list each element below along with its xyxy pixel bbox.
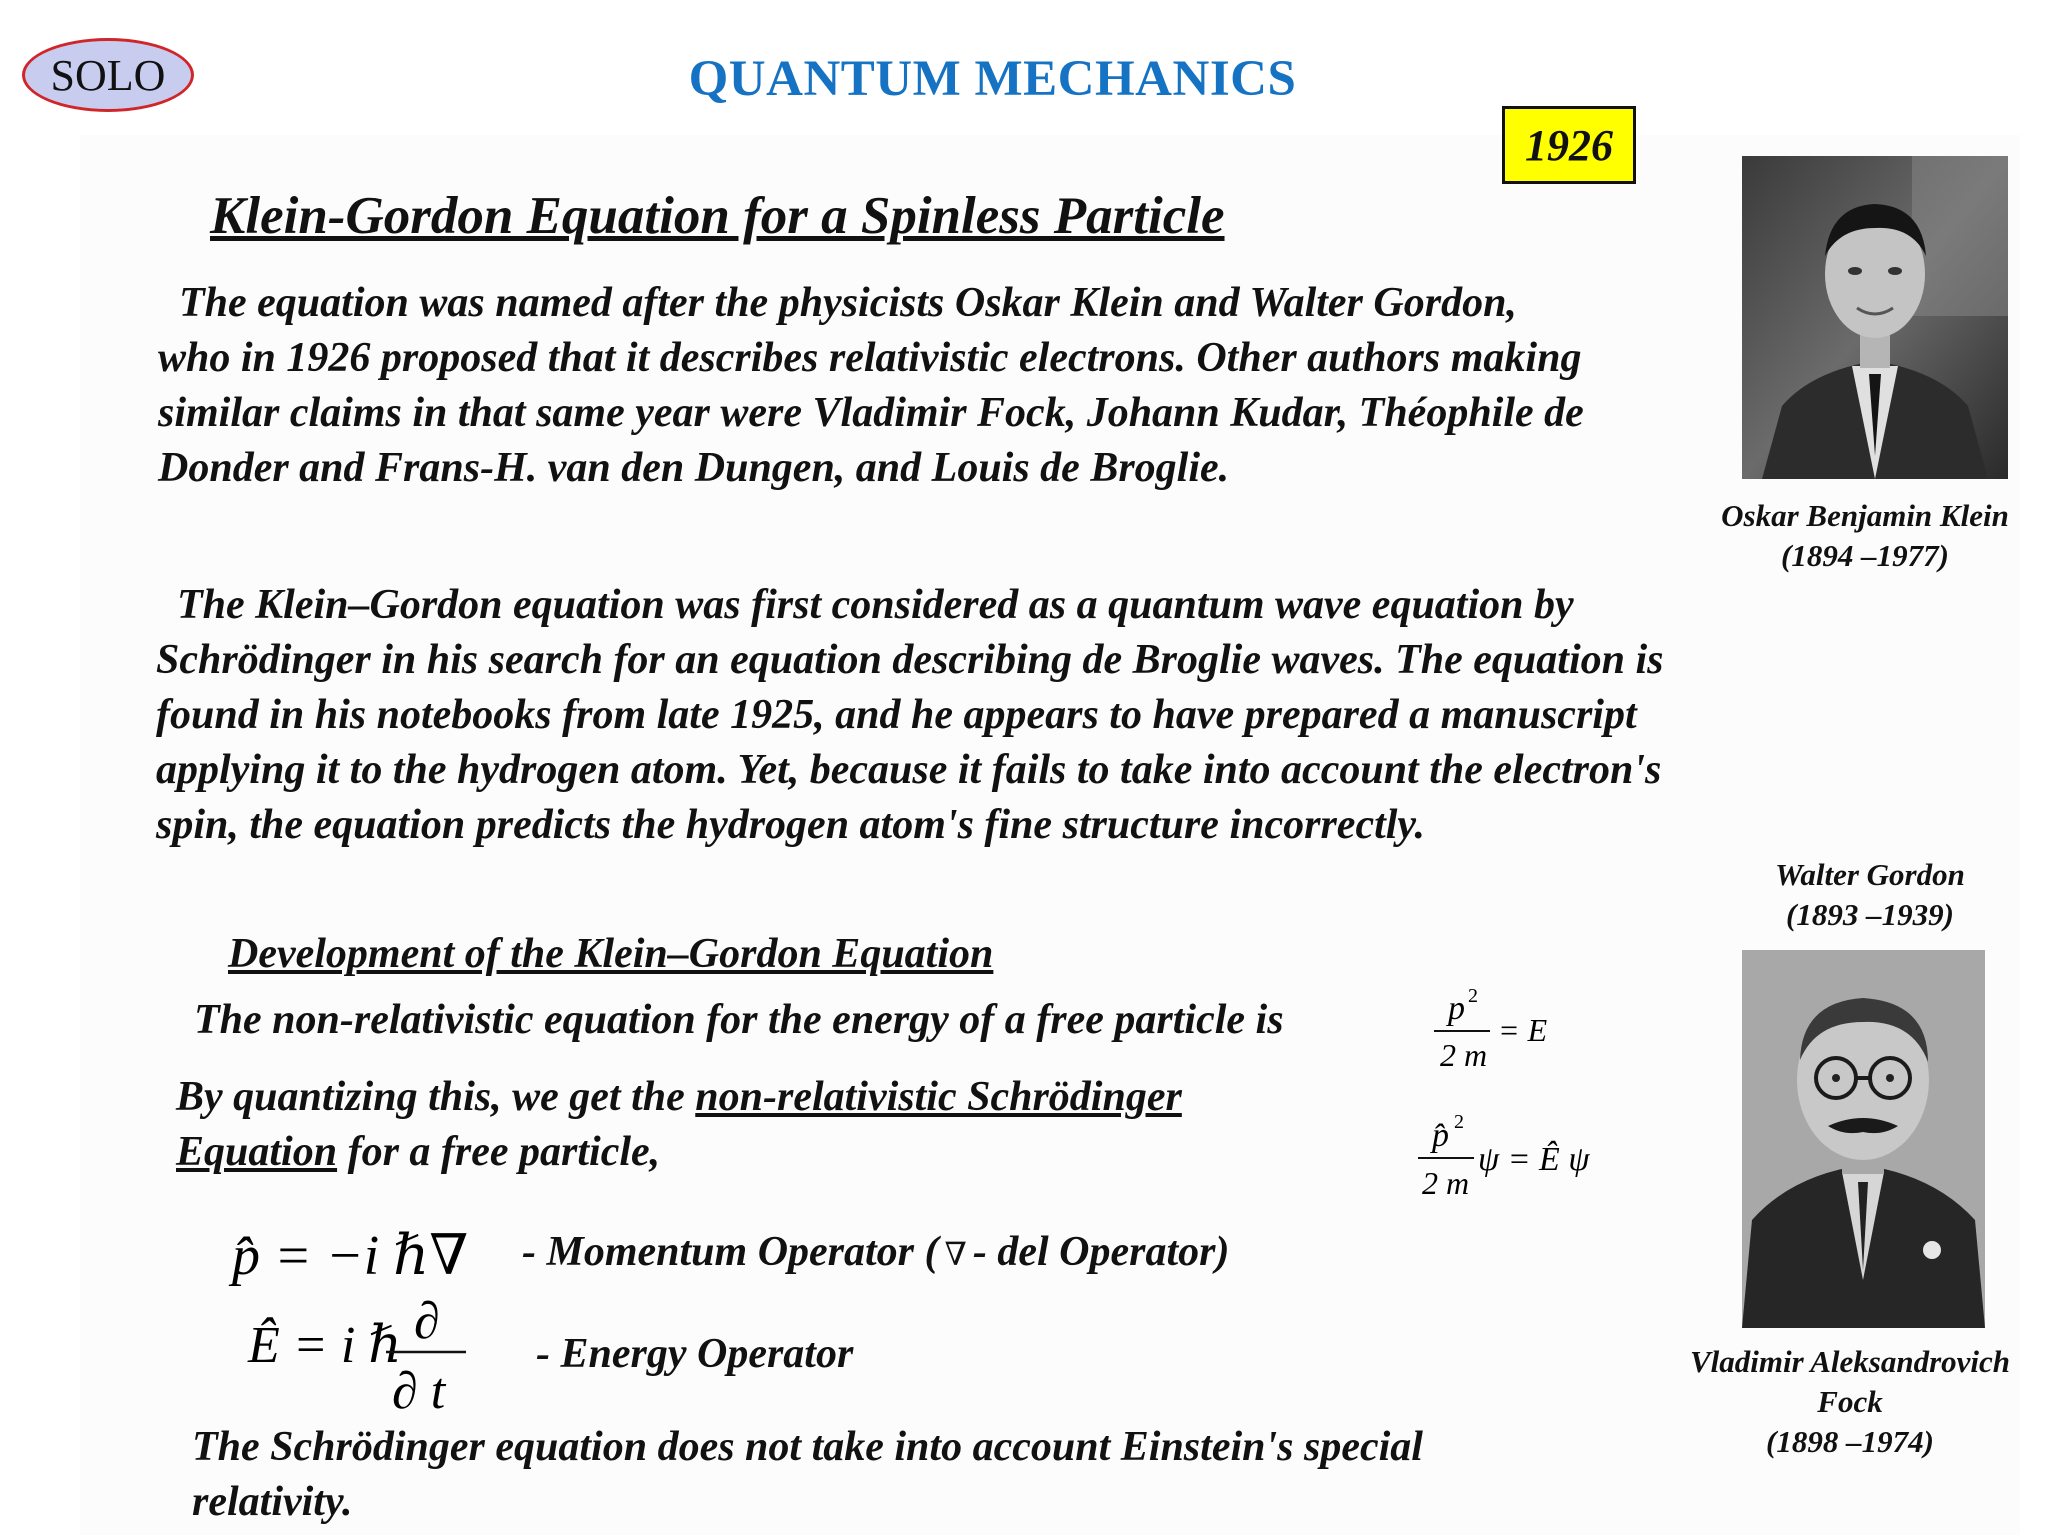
paragraph-naming-text: The equation was named after the physicists Oskar Klein and Walter Gordon, who in 1926 proposed that it describes relativistic electrons. Other authors making similar claims in that same year were Vladimir Fock, Johann Kudar, Théophile de Donder and Frans-H. van den Dungen, and Louis de Broglie. (158, 280, 1584, 491)
gordon-name: Walter Gordon (1775, 857, 1965, 892)
solo-logo-text: SOLO (50, 50, 166, 100)
energy-operator-denominator: ∂ t (392, 1363, 446, 1420)
slide-title: Klein-Gordon Equation for a Spinless Particle (210, 187, 1225, 245)
energy-eq-numerator: p (1448, 990, 1465, 1027)
quantization-line (176, 1070, 1326, 1180)
nabla-icon: ∇ (944, 1236, 967, 1272)
gordon-caption (1700, 855, 2040, 935)
paragraph-naming (158, 276, 1598, 496)
fock-years: (1898 –1974) (1766, 1424, 1934, 1459)
schrodinger-equation (1412, 1110, 1622, 1200)
gordon-years: (1893 –1939) (1786, 897, 1954, 932)
energy-operator-lhs: Ê = i ℏ (248, 1317, 402, 1374)
klein-name: Oskar Benjamin Klein (1721, 498, 2009, 533)
energy-operator-label: - Energy Operator (536, 1331, 854, 1377)
energy-operator-numerator: ∂ (414, 1293, 440, 1350)
momentum-operator-equation (228, 1214, 518, 1294)
energy-eq-denominator: 2 m (1440, 1037, 1488, 1072)
schrodinger-equation-term: non-relativistic Schrödinger Equation (176, 1074, 1182, 1175)
fock-name-line1: Vladimir Aleksandrovich (1689, 1344, 2011, 1379)
momentum-operator-formula: p̂ = −i ℏ∇ (232, 1225, 469, 1287)
energy-operator-equation (244, 1290, 484, 1420)
klein-caption (1690, 496, 2040, 576)
schrodinger-eq-exponent: 2 (1454, 1111, 1464, 1133)
klein-portrait-photo (1742, 156, 2008, 479)
momentum-label-prefix: - Momentum Operator ( (522, 1229, 939, 1275)
quantization-text-after: for a free particle, (337, 1129, 661, 1175)
schrodinger-eq-denominator: 2 m (1422, 1165, 1470, 1200)
year-badge: 1926 (1502, 106, 1636, 184)
fock-portrait-photo (1742, 950, 1985, 1328)
development-heading: Development of the Klein–Gordon Equation (228, 931, 994, 977)
schrodinger-eq-numerator: p̂ (1432, 1117, 1449, 1154)
energy-equation (1428, 984, 1598, 1072)
fock-caption (1640, 1342, 2048, 1462)
klein-years: (1894 –1977) (1781, 538, 1949, 573)
energy-eq-exponent: 2 (1468, 985, 1478, 1007)
paragraph-history-text: The Klein–Gordon equation was first considered as a quantum wave equation by Schrödinger in his search for an equation describing de Broglie waves. The equation is found in his notebooks from late 1925, and he appears to have prepared a manuscript applying it to the hydrogen atom. Yet, because it fails to take into account the electron's spin, the equation predicts the hydrogen atom's fine structure incorrectly. (156, 582, 1664, 848)
momentum-label-suffix: - del Operator) (972, 1229, 1230, 1275)
header-title: QUANTUM MECHANICS (688, 51, 1297, 107)
schrodinger-eq-rhs: ψ = Ê ψ (1478, 1141, 1590, 1178)
relativity-note: The Schrödinger equation does not take into account Einstein's special relativity. (192, 1424, 1423, 1525)
nonrelativistic-energy-line: The non-relativistic equation for the energy of a free particle is (194, 997, 1284, 1043)
quantization-text-before: By quantizing this, we get the (176, 1074, 696, 1120)
paragraph-history (156, 578, 1686, 853)
momentum-operator-label (522, 1228, 1229, 1276)
fock-name-line2: Fock (1817, 1384, 1883, 1419)
energy-eq-rhs: = E (1498, 1012, 1548, 1048)
